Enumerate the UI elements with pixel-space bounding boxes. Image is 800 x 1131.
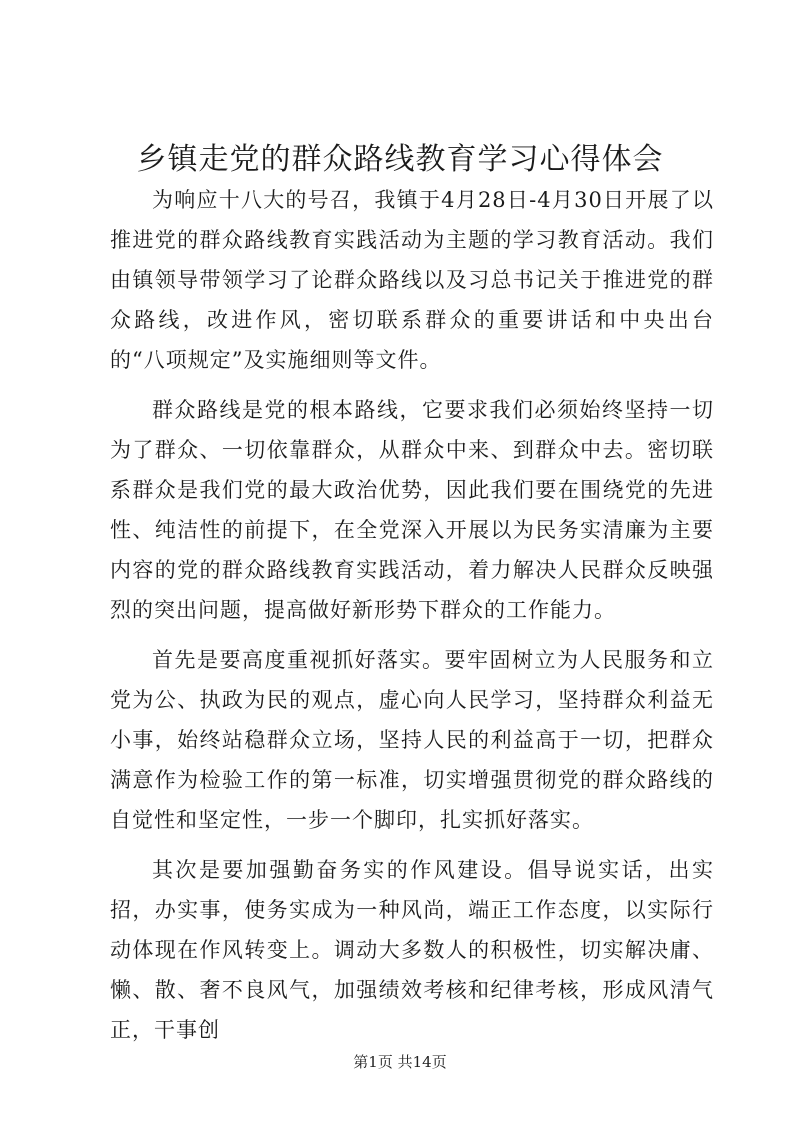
document-title: 乡镇走党的群众路线教育学习心得体会 xyxy=(136,142,664,177)
paragraph-4: 其次是要加强勤奋务实的作风建设。倡导说实话，出实招，办实事，使务实成为一种风尚，端正工作态度，以实际行动体现在作风转变上。调动大多数人的积极性，切实解决庸、懒、散、奢不良风气，加强绩效考核和纪律考核，形成风清气正，干事创 xyxy=(110,858,714,1042)
document-body xyxy=(110,180,714,1060)
page-number-footer: 第1页 共14页 xyxy=(353,1053,447,1071)
paragraph-3: 首先是要高度重视抓好落实。要牢固树立为人民服务和立党为公、执政为民的观点，虚心向人民学习，坚持群众利益无小事，始终站稳群众立场，坚持人民的利益高于一切，把群众满意作为检验工作的第一标准，切实增强贯彻党的群众路线的自觉性和坚定性，一步一个脚印，扎实抓好落实。 xyxy=(110,648,714,832)
paragraph-1: 为响应十八大的号召，我镇于4月28日-4月30日开展了以推进党的群众路线教育实践活动为主题的学习教育活动。我们由镇领导带领学习了论群众路线以及习总书记关于推进党的群众路线，改进作风，密切联系群众的重要讲话和中央出台的“八项规定”及实施细则等文件。 xyxy=(110,188,714,372)
paragraph-2: 群众路线是党的根本路线，它要求我们必须始终坚持一切为了群众、一切依靠群众，从群众中来、到群众中去。密切联系群众是我们党的最大政治优势，因此我们要在围绕党的先进性、纯洁性的前提下，在全党深入开展以为民务实清廉为主要内容的党的群众路线教育实践活动，着力解决人民群众反映强烈的突出问题，提高做好新形势下群众的工作能力。 xyxy=(110,398,714,622)
